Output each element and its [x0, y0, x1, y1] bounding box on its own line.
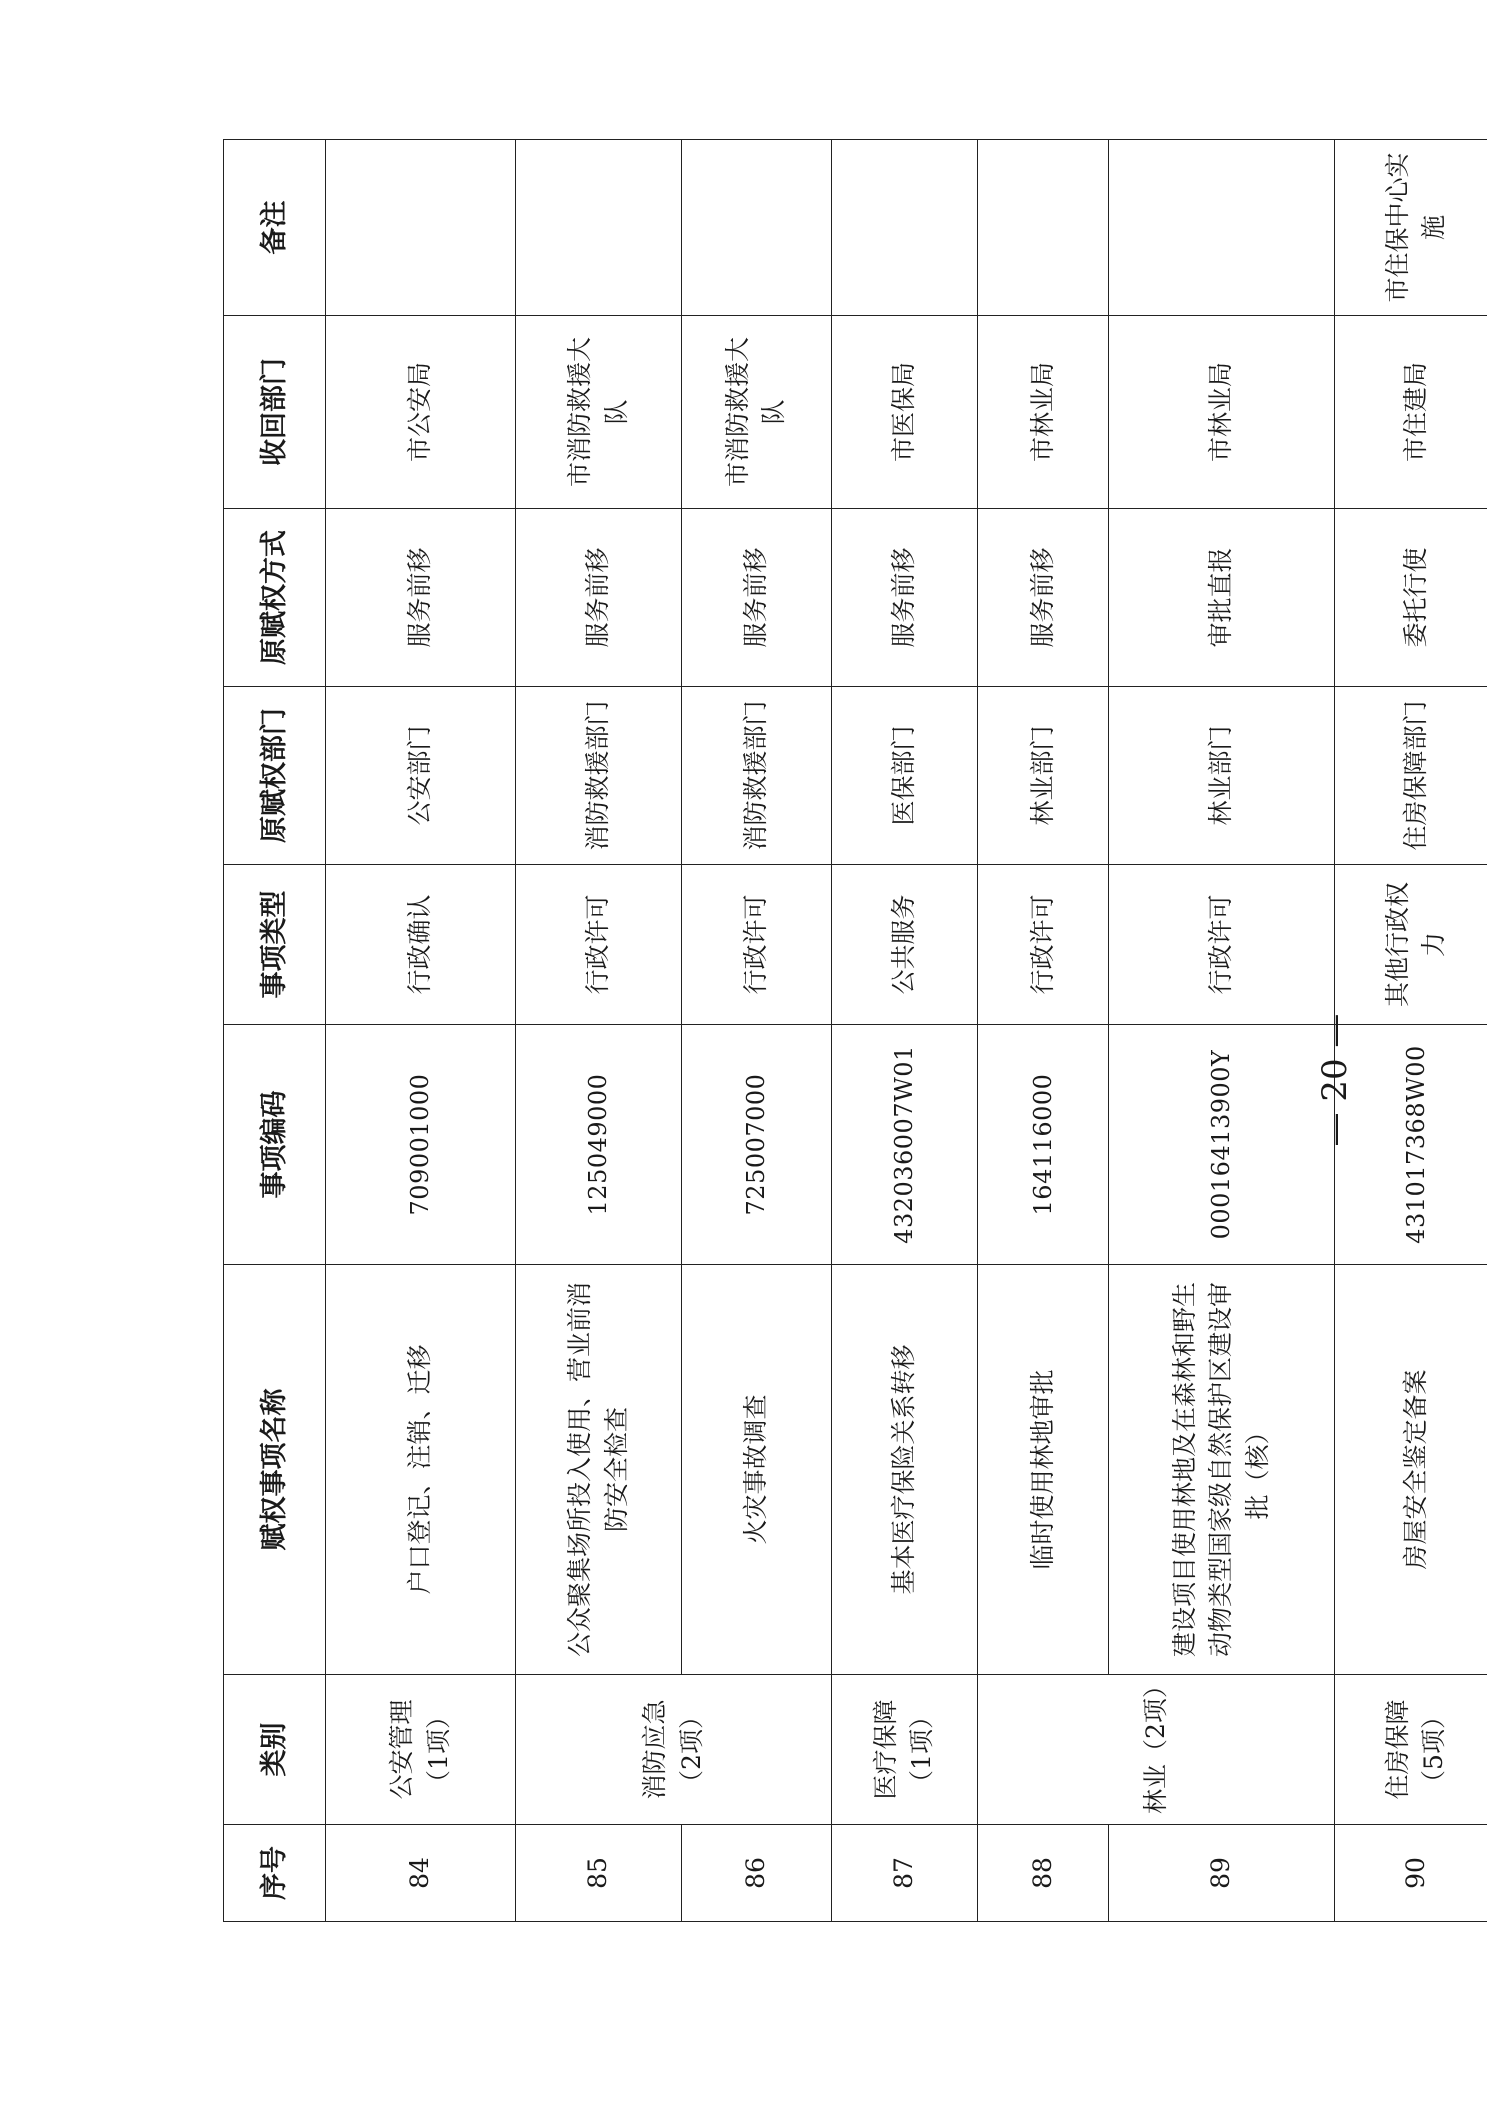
cell-recall-dept: 市消防救援大队	[681, 316, 831, 509]
cell-orig-mode: 委托行使	[1335, 509, 1487, 687]
cell-category: 医疗保障（1项）	[831, 1675, 977, 1825]
header-remark: 备注	[224, 140, 326, 316]
cell-orig-dept: 消防救援部门	[681, 687, 831, 865]
cell-remark	[1108, 140, 1334, 316]
cell-orig-mode: 服务前移	[681, 509, 831, 687]
cell-remark	[516, 140, 681, 316]
cell-remark	[325, 140, 516, 316]
cell-type: 行政许可	[516, 865, 681, 1025]
cell-recall-dept: 市林业局	[977, 316, 1108, 509]
cell-name: 房屋安全鉴定备案	[1335, 1265, 1487, 1675]
cell-name: 临时使用林地审批	[977, 1265, 1108, 1675]
cell-name: 火灾事故调查	[681, 1265, 831, 1675]
cell-code: 431017368W00	[1335, 1025, 1487, 1265]
cell-orig-dept: 消防救援部门	[516, 687, 681, 865]
cell-category: 消防应急（2项）	[516, 1675, 831, 1825]
header-category: 类别	[224, 1675, 326, 1825]
cell-orig-mode: 服务前移	[325, 509, 516, 687]
header-orig-dept: 原赋权部门	[224, 687, 326, 865]
cell-category: 公安管理（1项）	[325, 1675, 516, 1825]
cell-orig-dept: 林业部门	[1108, 687, 1334, 865]
cell-seq: 89	[1108, 1825, 1334, 1922]
cell-orig-mode: 审批直报	[1108, 509, 1334, 687]
cell-remark	[977, 140, 1108, 316]
cell-recall-dept: 市公安局	[325, 316, 516, 509]
cell-code: 43203600​7W01	[831, 1025, 977, 1265]
page-number: — 20 —	[1315, 1013, 1355, 1147]
cell-type: 行政许可	[977, 865, 1108, 1025]
table-row	[831, 140, 977, 1922]
cell-remark	[831, 140, 977, 316]
cell-orig-dept: 住房保障部门	[1335, 687, 1487, 865]
header-row	[224, 140, 326, 1922]
cell-type: 行政许可	[681, 865, 831, 1025]
cell-name: 建设项目使用林地及在森林和野生动物类型国家级自然保护区建设审批（核）	[1108, 1265, 1334, 1675]
cell-seq: 88	[977, 1825, 1108, 1922]
cell-name: 基本医疗保险关系转移	[831, 1265, 977, 1675]
cell-seq: 86	[681, 1825, 831, 1922]
cell-recall-dept: 市医保局	[831, 316, 977, 509]
header-orig-mode: 原赋权方式	[224, 509, 326, 687]
header-type: 事项类型	[224, 865, 326, 1025]
cell-recall-dept: 市住建局	[1335, 316, 1487, 509]
cell-orig-dept: 医保部门	[831, 687, 977, 865]
table-row	[977, 140, 1108, 1922]
header-seq: 序号	[224, 1825, 326, 1922]
cell-code: 725007000	[681, 1025, 831, 1265]
cell-seq: 84	[325, 1825, 516, 1922]
cell-seq: 85	[516, 1825, 681, 1922]
cell-category: 住房保障（5项）	[1335, 1675, 1487, 1825]
cell-type: 行政许可	[1108, 865, 1334, 1025]
cell-code: 164116000	[977, 1025, 1108, 1265]
table-row	[516, 140, 681, 1922]
cell-remark	[681, 140, 831, 316]
cell-recall-dept: 市消防救援大队	[516, 316, 681, 509]
cell-type: 其他行政权力	[1335, 865, 1487, 1025]
cell-type: 行政确认	[325, 865, 516, 1025]
rotated-table-container	[223, 140, 1487, 1922]
table-row	[325, 140, 516, 1922]
delegation-table	[223, 139, 1487, 1922]
cell-orig-dept: 公安部门	[325, 687, 516, 865]
cell-name: 户口登记、注销、迁移	[325, 1265, 516, 1675]
cell-recall-dept: 市林业局	[1108, 316, 1334, 509]
table-row	[1108, 140, 1334, 1922]
cell-remark: 市住保中心实施	[1335, 140, 1487, 316]
table-row	[681, 140, 831, 1922]
cell-name: 公众聚集场所投入使用、营业前消防安全检查	[516, 1265, 681, 1675]
cell-seq: 87	[831, 1825, 977, 1922]
cell-seq: 90	[1335, 1825, 1487, 1922]
cell-orig-dept: 林业部门	[977, 687, 1108, 865]
cell-code: 000164139​00Y	[1108, 1025, 1334, 1265]
header-name: 赋权事项名称	[224, 1265, 326, 1675]
cell-code: 125049000	[516, 1025, 681, 1265]
cell-category: 林业（2项）	[977, 1675, 1334, 1825]
header-code: 事项编码	[224, 1025, 326, 1265]
table-row	[1335, 140, 1487, 1922]
cell-type: 公共服务	[831, 865, 977, 1025]
cell-orig-mode: 服务前移	[831, 509, 977, 687]
header-recall-dept: 收回部门	[224, 316, 326, 509]
cell-code: 709001000	[325, 1025, 516, 1265]
cell-orig-mode: 服务前移	[516, 509, 681, 687]
cell-orig-mode: 服务前移	[977, 509, 1108, 687]
